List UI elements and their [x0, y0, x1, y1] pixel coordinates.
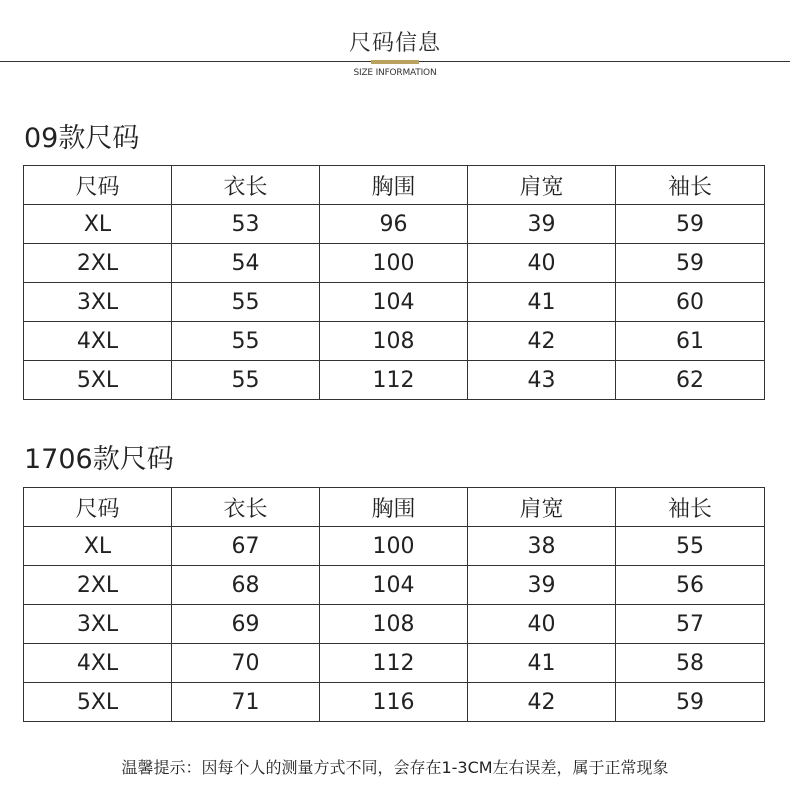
section-title-1706: 1706款尺码	[24, 444, 174, 475]
page-title: 尺码信息	[348, 31, 441, 56]
table-cell: 116	[320, 683, 468, 722]
table-cell: 5XL	[24, 683, 172, 722]
column-header: 尺码	[24, 488, 172, 527]
table-cell: 96	[320, 205, 468, 244]
table-cell: 41	[468, 644, 616, 683]
table-row	[24, 527, 765, 566]
size-table-1706	[23, 487, 765, 722]
table-cell: 62	[616, 361, 765, 400]
table-cell: 3XL	[24, 605, 172, 644]
table-cell: 43	[468, 361, 616, 400]
table-row	[24, 644, 765, 683]
table-cell: 55	[172, 322, 320, 361]
column-header: 尺码	[24, 166, 172, 205]
table-cell: 41	[468, 283, 616, 322]
table-cell: 57	[616, 605, 765, 644]
table-cell: 2XL	[24, 244, 172, 283]
table-cell: 59	[616, 205, 765, 244]
column-header: 胸围	[320, 166, 468, 205]
table-cell: 39	[468, 205, 616, 244]
table-cell: 42	[468, 322, 616, 361]
table-cell: 55	[616, 527, 765, 566]
column-header: 肩宽	[468, 166, 616, 205]
table-cell: 61	[616, 322, 765, 361]
table-cell: 5XL	[24, 361, 172, 400]
table-cell: 100	[320, 527, 468, 566]
page-subtitle: SIZE INFORMATION	[353, 68, 437, 78]
table-cell: 4XL	[24, 322, 172, 361]
table-row	[24, 566, 765, 605]
table-row	[24, 361, 765, 400]
table-cell: 59	[616, 683, 765, 722]
table-cell: 55	[172, 361, 320, 400]
table-header-row	[24, 166, 765, 205]
column-header: 衣长	[172, 488, 320, 527]
table-row	[24, 322, 765, 361]
table-cell: 59	[616, 244, 765, 283]
table-cell: 104	[320, 566, 468, 605]
table-cell: 53	[172, 205, 320, 244]
table-cell: 67	[172, 527, 320, 566]
table-row	[24, 283, 765, 322]
table-cell: 55	[172, 283, 320, 322]
table-cell: 56	[616, 566, 765, 605]
table-cell: 108	[320, 322, 468, 361]
table-cell: 108	[320, 605, 468, 644]
table-cell: 38	[468, 527, 616, 566]
table-cell: 69	[172, 605, 320, 644]
table-row	[24, 244, 765, 283]
header-accent-bar	[371, 60, 419, 64]
size-table-09	[23, 165, 765, 400]
table-row	[24, 605, 765, 644]
table-cell: 40	[468, 244, 616, 283]
table-cell: 104	[320, 283, 468, 322]
table-cell: 40	[468, 605, 616, 644]
table-cell: 71	[172, 683, 320, 722]
column-header: 袖长	[616, 488, 765, 527]
measurement-note: 温馨提示：因每个人的测量方式不同，会存在1-3CM左右误差，属于正常现象	[121, 758, 669, 777]
table-row	[24, 683, 765, 722]
table-cell: XL	[24, 527, 172, 566]
table-header-row	[24, 488, 765, 527]
table-cell: 60	[616, 283, 765, 322]
table-cell: 3XL	[24, 283, 172, 322]
section-title-09: 09款尺码	[24, 123, 140, 154]
table-cell: 54	[172, 244, 320, 283]
table-cell: 39	[468, 566, 616, 605]
table-cell: 4XL	[24, 644, 172, 683]
column-header: 袖长	[616, 166, 765, 205]
table-cell: 112	[320, 644, 468, 683]
table-row	[24, 205, 765, 244]
table-cell: 70	[172, 644, 320, 683]
table-cell: 58	[616, 644, 765, 683]
column-header: 衣长	[172, 166, 320, 205]
table-cell: XL	[24, 205, 172, 244]
table-cell: 100	[320, 244, 468, 283]
column-header: 胸围	[320, 488, 468, 527]
table-cell: 68	[172, 566, 320, 605]
table-cell: 42	[468, 683, 616, 722]
table-cell: 112	[320, 361, 468, 400]
page-header	[0, 0, 790, 90]
table-cell: 2XL	[24, 566, 172, 605]
column-header: 肩宽	[468, 488, 616, 527]
